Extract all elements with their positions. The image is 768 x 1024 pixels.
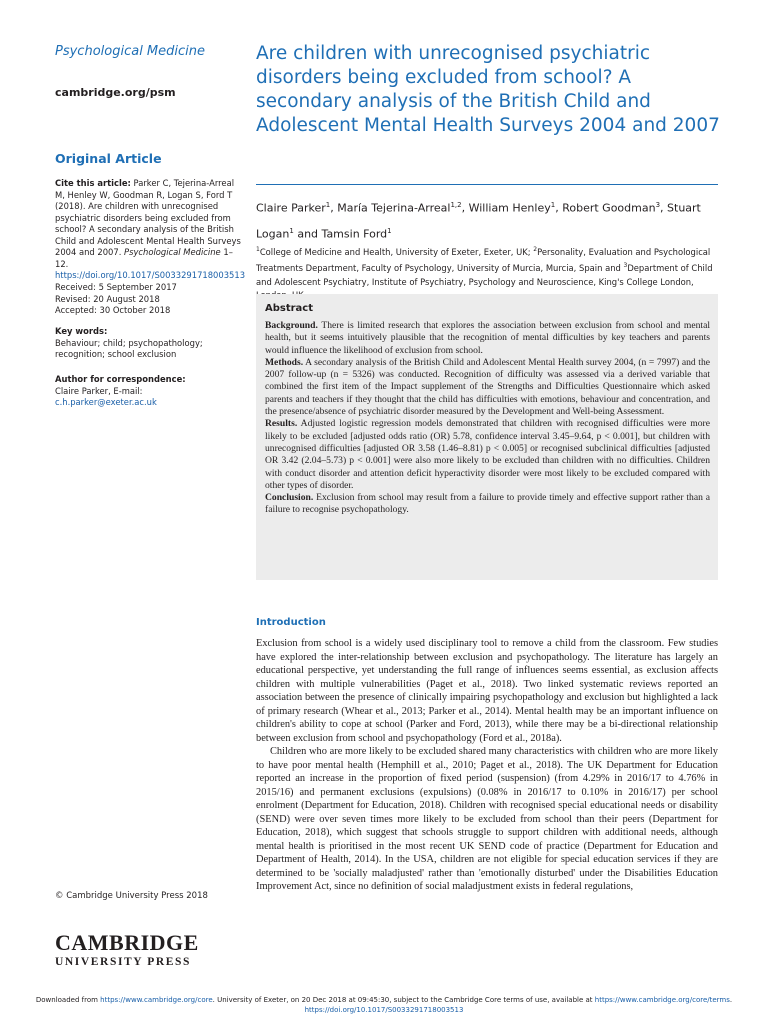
correspondence-email-link[interactable]: c.h.parker@exeter.ac.uk bbox=[55, 397, 157, 407]
author-name[interactable]: Claire Parker bbox=[256, 201, 326, 215]
keywords-block bbox=[55, 326, 241, 361]
introduction-heading: Introduction bbox=[256, 617, 326, 628]
abstract-results: Results. Adjusted logistic regression models demonstrated that children with recognised difficulties were more likely to be excluded [adjusted odds ratio (OR) 5.78, confidence interval 3.45–9.64, p < 0.001], but children with unrecognised difficulties [adjusted OR 3.58 (1.46–8.81) p < 0.005] or recognised subclinical difficulties [adjusted OR 3.42 (2.04–5.73) p < 0.001] were also more likely to be excluded than children with no difficulties. Children with conduct disorder and attention deficit hyperactivity disorder were most likely to be excluded compared with other types of disorder. bbox=[265, 418, 710, 491]
cite-journal: Psychological Medicine bbox=[124, 247, 221, 257]
affiliations: $^1$College of Medicine and Health, University of Exeter, Exeter, UK; $^2$Personality, Evaluation and Psychological Treatments Department, Faculty of Psychology, University of Murcia, Murcia, Spain and $^3$Department of Child and Adolescent Psychiatry, Institute of Psychiatry, Psychology and Neuroscience, King's College London, bbox=[256, 243, 721, 303]
date-revised: Revised: 20 August 2018 bbox=[55, 293, 160, 304]
cite-label: Cite this article: bbox=[55, 178, 131, 188]
author-name[interactable]: Tamsin Ford bbox=[321, 227, 388, 241]
intro-paragraph: Exclusion from school is a widely used disciplinary tool to remove a child from the classroom. Few studies have explored the inter-relationship between exclusion and psychopathology. The literature has largely an educational perspective, yet understanding the full range of influences seems essential, as exclusion affects children with multiple vulnerabilities (Paget et al., 2018). Two linked systematic reviews reported an association between the presence of clinically impairing psychopathology and exclusion but highlighted a lack of primary research (Whear et al., 2013; Parker et al., 2014). Mental health may be an important influence on children's ability to cope at school (Parker and Ford, 2013), while there may be a bi-directional relationship between exclusion from school and psychopathology (Ford et al., 2018a). bbox=[256, 638, 718, 744]
date-received: Received: 5 September 2017 bbox=[55, 282, 177, 292]
intro-paragraph: Children who are more likely to be excluded shared many characteristics with children who are more likely to have poor mental health (Hemphill et al., 2010; Paget et al., 2018). The UK Department for Education reported an increase in the proportion of fixed period (suspension) (from 4.29% in 2016/17 to 4.76% in 2015/16) and permanent exclusions (expulsions) (0.08% in 2016/17 to 0.10% in 2016/17) per school enrolment (Department for Education, 2018). Children with recognised special educational needs or disability (SEND) were over seven times more likely to be excluded from school than their peers (Department for Education, 2018), which suggest that schools struggle to support children with additional needs, although mental health is prioritised in the most recent UK SEND code of practice (Department for Education and Department of Health, 2014). In the USA, children are not eligible for special education services if they are determined to be 'socially maladjusted' rather than 'emotionally disturbed' under the Disabilities Education Improvement Act, since no definition of social maladjustment exists in federal regulations, bbox=[256, 746, 718, 892]
keywords-list: Behaviour; child; psychopathology; recognition; school exclusion bbox=[55, 337, 203, 359]
keywords-label: Key words: bbox=[55, 326, 108, 336]
cite-text: Parker C, Tejerina-Arreal M, Henley W, Goodman R, Logan S, Ford T (2018). Are children with unrecognised psychiatric disorders being excluded from school? A secondary analysis of the British Child and Adolescent Mental Health Surveys 2004 and 2007. bbox=[55, 178, 241, 257]
author-name[interactable]: William Henley bbox=[468, 201, 551, 215]
abstract-body bbox=[265, 320, 710, 517]
author-name[interactable]: Stuart Logan bbox=[256, 201, 701, 241]
correspondence-label: Author for correspondence: bbox=[55, 374, 186, 384]
copyright-notice: © Cambridge University Press 2018 bbox=[55, 891, 208, 901]
abstract-background: Background. There is limited research that explores the association between exclusion from school and mental health, but it seems intuitively plausible that the recognition of mental difficulties by key teachers and parents would influence the likelihood of exclusion from school. bbox=[265, 320, 710, 356]
logo-line-2: UNIVERSITY PRESS bbox=[55, 956, 192, 968]
article-dates bbox=[55, 282, 241, 317]
cite-pages: 1–12. bbox=[55, 247, 233, 269]
journal-name[interactable]: Psychological Medicine bbox=[55, 44, 206, 59]
cambridge-university-press-logo bbox=[55, 932, 199, 968]
cite-doi-link[interactable]: https://doi.org/10.1017/S0033291718003513 bbox=[55, 270, 246, 280]
article-type: Original Article bbox=[55, 151, 162, 166]
author-list: Claire Parker$^1$, María Tejerina-Arreal$^{1,2}$, William Henley$^1$, Robert Goodman$^3$, Stuart Logan$^1$ and Tamsin Ford$^1$ bbox=[256, 201, 701, 241]
affiliation-1: College of Medicine and Health, University of Exeter, Exeter, UK; bbox=[259, 246, 531, 257]
affiliation-2: Personality, Evaluation and Psychological Treatments Department, Faculty of Psychology, University of Murcia, Murcia, Spain and bbox=[256, 246, 711, 274]
article-title: Are children with unrecognised psychiatric disorders being excluded from school? A secondary analysis of the British Child and Adolescent Mental Health Surveys 2004 and 2007 bbox=[256, 43, 720, 136]
author-name[interactable]: María Tejerina-Arreal bbox=[337, 201, 451, 215]
citation-block bbox=[55, 178, 246, 282]
correspondence-name: Claire Parker, E-mail: bbox=[55, 385, 143, 396]
author-name[interactable]: Robert Goodman bbox=[562, 201, 656, 215]
affiliation-3: Department of Child and Adolescent Psychiatry, Institute of Psychiatry, Psychology and Neuroscience, King's College London, bbox=[256, 263, 713, 287]
date-accepted: Accepted: 30 October 2018 bbox=[55, 305, 171, 315]
terms-link[interactable]: https://www.cambridge.org/core/terms bbox=[594, 996, 730, 1004]
abstract-box bbox=[256, 294, 718, 580]
abstract-heading: Abstract bbox=[265, 303, 314, 314]
download-footer: Downloaded from https://www.cambridge.org/core. University of Exeter, on 20 Dec 2018 at 09:45:30, subject to the Cambridge Core terms of use, available at https://www.cambridge.org/core/terms. https://doi.org/10.1017/S0033291718003513 bbox=[35, 996, 733, 1014]
title-divider bbox=[256, 184, 718, 185]
core-link[interactable]: https://www.cambridge.org/core bbox=[100, 996, 213, 1004]
introduction-body bbox=[256, 637, 718, 894]
abstract-methods: Methods. A secondary analysis of the British Child and Adolescent Mental Health survey 2004, (n = 7997) and the 2007 follow-up (n = 5326) was conducted. Recognition of difficulty was assessed via a derived variable that combined the first item of the Impact supplement of the Strengths and Difficulties Questionnaire which asked parents and teachers if they thought that the child has difficulties with emotions, behaviour and concentration, and the presence/absence of psychiatric disorder measured by the Development and Well-being Assessment. bbox=[265, 356, 710, 418]
footer-doi-link[interactable]: https://doi.org/10.1017/S0033291718003513 bbox=[304, 1006, 464, 1014]
logo-line-1: CAMBRIDGE bbox=[55, 930, 199, 955]
abstract-conclusion: Conclusion. Exclusion from school may result from a failure to provide timely and effective support rather than a failure to recognise psychopathology. bbox=[265, 492, 710, 516]
journal-url[interactable]: cambridge.org/psm bbox=[55, 86, 176, 99]
correspondence-block bbox=[55, 374, 241, 409]
